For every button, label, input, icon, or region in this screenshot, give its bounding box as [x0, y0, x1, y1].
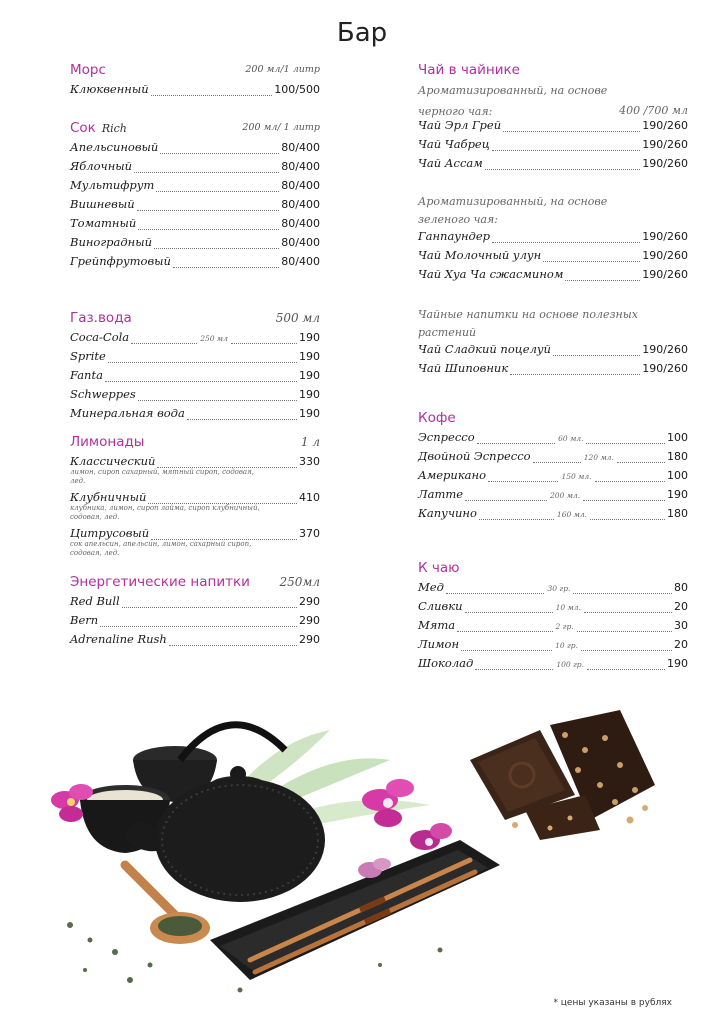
dot-leader [138, 229, 279, 230]
menu-item [70, 594, 320, 613]
dot-leader [492, 150, 641, 151]
menu-item [70, 368, 320, 387]
menu-item [418, 430, 688, 449]
dot-leader [477, 443, 556, 444]
menu-item [70, 254, 320, 273]
menu-item [418, 118, 688, 137]
menu-items [70, 594, 320, 651]
menu-item [70, 406, 320, 425]
item-portion: 120 мл. [583, 453, 614, 462]
item-name: Schweppes [70, 387, 136, 401]
dot-leader [533, 462, 581, 463]
item-price: 290 [299, 633, 320, 646]
item-portion: 250 мл [200, 334, 228, 343]
item-price: 290 [299, 595, 320, 608]
dot-leader [465, 500, 547, 501]
dot-leader [586, 443, 665, 444]
item-portion: 160 мл. [556, 510, 587, 519]
item-price: 290 [299, 614, 320, 627]
item-price: 80/400 [281, 141, 320, 154]
item-portion: 60 мл. [558, 434, 584, 443]
dot-leader [510, 374, 640, 375]
section-coffee [418, 410, 688, 525]
item-price: 190 [299, 350, 320, 363]
section-title-text: Сок [70, 120, 96, 136]
section-title: Кофе [418, 410, 456, 426]
menu-item [418, 137, 688, 156]
dot-leader [581, 650, 672, 651]
page-title: Бар [336, 18, 388, 48]
menu-item [418, 487, 688, 506]
dot-leader [173, 267, 279, 268]
dot-leader [573, 593, 672, 594]
section-soda [70, 310, 320, 425]
menu-item [418, 229, 688, 248]
menu-item [70, 490, 320, 509]
section-unit: 200 мл/1 литр [245, 64, 320, 75]
dot-leader [138, 400, 297, 401]
dot-leader [148, 503, 297, 504]
dot-leader [590, 519, 665, 520]
item-name: Sprite [70, 349, 106, 363]
item-name: Классический [70, 454, 156, 468]
menu-item [418, 468, 688, 487]
menu-items [418, 229, 688, 286]
menu-item [70, 82, 320, 101]
section-title: Энергетические напитки [70, 574, 250, 590]
dot-leader [137, 210, 280, 211]
item-name: Чай Молочный улун [418, 248, 542, 262]
dot-leader [577, 631, 672, 632]
menu-items [70, 330, 320, 425]
menu-item [418, 599, 688, 618]
menu-item [418, 361, 688, 380]
item-price: 20 [674, 600, 688, 613]
section-unit: 1 л [300, 435, 320, 449]
item-price: 80/400 [281, 217, 320, 230]
item-price: 190 [299, 388, 320, 401]
item-name: Минеральная вода [70, 406, 185, 420]
dot-leader [461, 650, 552, 651]
item-price: 190/260 [642, 343, 688, 356]
menu-item [70, 216, 320, 235]
menu-item [70, 613, 320, 632]
dot-leader [475, 669, 553, 670]
dot-leader [160, 153, 279, 154]
item-name: Чай Эрл Грей [418, 118, 502, 132]
dot-leader [565, 280, 640, 281]
item-price: 190 [299, 331, 320, 344]
section-unit: 200 мл/ 1 литр [242, 122, 320, 133]
item-portion: 200 мл. [550, 491, 581, 500]
item-name: Мед [418, 580, 444, 594]
tea-green-note-2: зеленого чая: [418, 213, 498, 226]
tea-herbal-note-2: растений [418, 326, 477, 339]
section-title: Чай в чайнике [418, 62, 520, 78]
menu-item [418, 156, 688, 175]
price-note: * цены указаны в рублях [553, 998, 672, 1008]
item-name: Латте [418, 487, 464, 501]
menu-item [418, 506, 688, 525]
item-description: клубника, лимон, сироп лайма, сироп клубничный, содовая, лед. [70, 504, 260, 521]
item-name: Чай Чабрец [418, 137, 490, 151]
item-name: Чай Сладкий поцелуй [418, 342, 551, 356]
section-title [70, 120, 127, 136]
item-name: Капучино [418, 506, 477, 520]
dot-leader [584, 612, 672, 613]
item-description: сок апельсин, апельсин, лимон, сахарный сироп, содовая, лед. [70, 540, 252, 557]
section-juice [70, 120, 320, 273]
section-title: Лимонады [70, 434, 145, 450]
menu-item [418, 580, 688, 599]
item-name: Апельсиновый [70, 140, 159, 154]
item-price: 190/260 [642, 138, 688, 151]
dot-leader [446, 593, 545, 594]
item-description: лимон, сироп сахарный, мятный сироп, содовая, лед. [70, 468, 254, 485]
section-title: К чаю [418, 560, 460, 576]
item-price: 30 [674, 619, 689, 632]
item-portion: 10 мл. [555, 603, 581, 612]
dot-leader [156, 191, 279, 192]
item-name: Шоколад [418, 656, 474, 670]
item-name: Виноградный [70, 235, 153, 249]
menu-item [70, 178, 320, 197]
tea-volume: 400 /700 мл [619, 104, 688, 117]
section-unit: 500 мл [275, 311, 320, 325]
item-name: Чай Ассам [418, 156, 483, 170]
menu-items [418, 580, 688, 675]
item-price: 80/400 [281, 255, 320, 268]
menu-item [418, 449, 688, 468]
menu-item [70, 526, 320, 545]
menu-items [418, 118, 688, 175]
dot-leader [553, 355, 640, 356]
item-name: Клубничный [70, 490, 147, 504]
menu-item [70, 197, 320, 216]
item-portion: 150 мл. [561, 472, 592, 481]
section-mors [70, 62, 320, 101]
section-energy [70, 574, 320, 651]
menu-items [70, 454, 320, 558]
section-header [70, 434, 320, 454]
item-name: Клюквенный [70, 82, 149, 96]
dot-leader [105, 381, 297, 382]
section-header [70, 574, 320, 594]
section-header [70, 62, 320, 82]
dot-leader [465, 612, 553, 613]
section-header [418, 410, 688, 430]
dot-leader [231, 343, 297, 344]
menu-item [70, 387, 320, 406]
item-name: Ганпаундер [418, 229, 491, 243]
dot-leader [492, 242, 640, 243]
menu-item [70, 454, 320, 473]
item-price: 190 [667, 657, 688, 670]
dot-leader [488, 481, 558, 482]
dot-leader [595, 481, 665, 482]
dot-leader [187, 419, 297, 420]
item-price: 80/400 [281, 160, 320, 173]
menu-item [418, 342, 688, 361]
item-price: 80/400 [281, 179, 320, 192]
section-header [70, 120, 320, 140]
item-portion: 100 гр. [556, 660, 584, 669]
tea-black-note-row [418, 100, 688, 118]
menu-items [418, 342, 688, 380]
menu-item [70, 159, 320, 178]
item-price: 190/260 [642, 119, 688, 132]
item-price: 190 [299, 369, 320, 382]
item-price: 190/260 [642, 249, 688, 262]
dot-leader [583, 500, 665, 501]
item-name: Мультифрут [70, 178, 155, 192]
item-name: Bern [70, 613, 99, 627]
dot-leader [151, 539, 297, 540]
item-price: 180 [667, 507, 689, 520]
dot-leader [151, 95, 273, 96]
item-name: Сливки [418, 599, 463, 613]
chocolate-icon [470, 710, 655, 840]
section-title-brand: Rich [101, 122, 127, 135]
dot-leader [108, 362, 297, 363]
item-name: Fanta [70, 368, 103, 382]
item-name: Лимон [418, 637, 460, 651]
dot-leader [131, 343, 197, 344]
section-lemonade [70, 434, 320, 562]
item-price: 80/400 [281, 236, 320, 249]
item-name: Red Bull [70, 594, 120, 608]
menu-item [70, 330, 320, 349]
item-price: 100/500 [274, 83, 320, 96]
dot-leader [503, 131, 640, 132]
section-title: Морс [70, 62, 106, 78]
item-price: 80/400 [281, 198, 320, 211]
item-price: 180 [667, 450, 689, 463]
menu-item [418, 656, 688, 675]
item-name: Томатный [70, 216, 137, 230]
section-unit: 250мл [279, 575, 320, 589]
item-price: 100 [667, 431, 688, 444]
dot-leader [157, 467, 297, 468]
dot-leader [100, 626, 297, 627]
menu-items [70, 140, 320, 273]
item-name: Грейпфрутовый [70, 254, 171, 268]
dot-leader [122, 607, 297, 608]
section-header [418, 62, 688, 82]
item-portion: 10 гр. [555, 641, 578, 650]
dot-leader [485, 169, 641, 170]
item-name: Яблочный [70, 159, 133, 173]
menu-items [418, 430, 688, 525]
section-header [70, 310, 320, 330]
item-portion: 2 гр. [555, 622, 574, 631]
section-header [418, 560, 688, 580]
menu-item [70, 235, 320, 254]
item-name: Эспрессо [418, 430, 475, 444]
item-portion: 30 гр. [547, 584, 571, 593]
item-price: 330 [299, 455, 320, 468]
item-price: 190/260 [642, 157, 688, 170]
dot-leader [479, 519, 554, 520]
menu-items [70, 82, 320, 101]
menu-item [418, 618, 688, 637]
tea-black-note: Ароматизированный, на основе [418, 84, 608, 97]
item-name: Вишневый [70, 197, 135, 211]
item-price: 190/260 [642, 362, 688, 375]
section-tea [418, 62, 688, 380]
item-price: 370 [299, 527, 320, 540]
tea-illustration [30, 690, 680, 1010]
menu-item [70, 632, 320, 651]
dot-leader [154, 248, 279, 249]
menu-item [418, 267, 688, 286]
item-price: 190/260 [642, 230, 688, 243]
item-price: 100 [667, 469, 688, 482]
item-price: 80 [674, 581, 688, 594]
dot-leader [169, 645, 297, 646]
dot-leader [587, 669, 665, 670]
dot-leader [617, 462, 665, 463]
dot-leader [543, 261, 640, 262]
section-extras [418, 560, 688, 675]
item-price: 20 [674, 638, 689, 651]
dot-leader [134, 172, 279, 173]
menu-item [418, 248, 688, 267]
item-name: Adrenaline Rush [70, 632, 167, 646]
item-name: Двойной Эспрессо [418, 449, 531, 463]
item-name: Мята [418, 618, 456, 632]
tea-black-note-2: черного чая: [418, 105, 493, 118]
item-name: Цитрусовый [70, 526, 150, 540]
item-price: 190/260 [642, 268, 688, 281]
item-price: 190 [299, 407, 320, 420]
item-name: Coca-Cola [70, 330, 130, 344]
item-name: Чай Шиповник [418, 361, 509, 375]
menu-item [70, 349, 320, 368]
dot-leader [457, 631, 552, 632]
menu-item [418, 637, 688, 656]
section-title: Газ.вода [70, 310, 132, 326]
tea-green-note: Ароматизированный, на основе [418, 195, 608, 208]
item-name: Чай Хуа Ча сжасмином [418, 267, 564, 281]
item-price: 190 [667, 488, 688, 501]
menu-item [70, 140, 320, 159]
item-name: Американо [418, 468, 487, 482]
item-price: 410 [299, 491, 320, 504]
tea-herbal-note: Чайные напитки на основе полезных [418, 308, 638, 321]
